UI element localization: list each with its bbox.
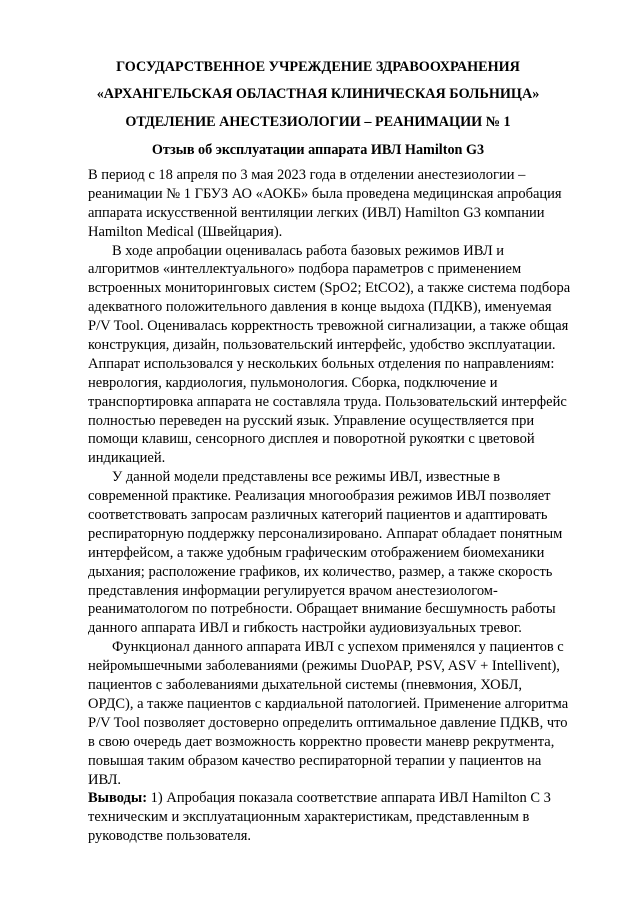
hospital-name: «АРХАНГЕЛЬСКАЯ ОБЛАСТНАЯ КЛИНИЧЕСКАЯ БОЛЬНИЦА» [96, 86, 540, 102]
body-line: нейромышечными заболеваниями (режимы DuoPAP, PSV, ASV + Intellivent), [88, 658, 560, 675]
body-line: P/V Tool позволяет достоверно определить оптимальное давление ПДКВ, что [88, 714, 568, 731]
body-line: реанимации № 1 ГБУЗ АО «АОКБ» была проведена медицинская апробация [88, 185, 562, 202]
body-line: адекватного положительного давления в конце выдоха (ПДКВ), именуемая [88, 299, 552, 316]
body-line: Функционал данного аппарата ИВЛ с успехом применялся у пациентов с [112, 639, 564, 656]
body-line: У данной модели представлены все режимы ИВЛ, известные в [112, 469, 501, 486]
body-line: повышая таким образом качество респираторной терапии у пациентов на [88, 752, 542, 769]
body-line: интерфейсом, а также удобным графическим отображением биомеханики [88, 544, 545, 561]
body-line: дыхания; расположение графиков, их количество, размер, а также скорость [88, 563, 553, 580]
body-line: встроенных мониторинговых систем (SpO2; EtCO2), а также система подбора [88, 280, 571, 297]
body-line: В период с 18 апреля по 3 мая 2023 года в отделении анестезиологии – [88, 167, 526, 183]
body-line: транспортировка аппарата не составляла труда. Пользовательский интерфейс [88, 393, 567, 410]
body-line: современной практике. Реализация многообразия режимов ИВЛ позволяет [88, 488, 551, 505]
body-line: пациентов с заболеваниями дыхательной системы (пневмония, ХОБЛ, [88, 677, 523, 694]
body-line: ОРДС), а также пациентов с кардиальной патологией. Применение алгоритма [88, 695, 569, 712]
body-line: индикацией. [88, 450, 166, 467]
body-line: реаниматологом по потребности. Обращает внимание бесшумность работы [88, 601, 556, 618]
body-line: представления информации регулируется врачом анестезиологом- [88, 582, 498, 599]
institution-name: ГОСУДАРСТВЕННОЕ УЧРЕЖДЕНИЕ ЗДРАВООХРАНЕНИЯ [116, 59, 520, 75]
body-line: ИВЛ. [88, 771, 122, 788]
document-title: Отзыв об эксплуатации аппарата ИВЛ Hamilton G3 [151, 142, 485, 158]
conclusion-line: руководстве пользователя. [88, 828, 251, 845]
body-line: помощи клавиш, сенсорного дисплея и поворотной рукоятки с цветовой [88, 431, 535, 448]
body-line: конструкция, дизайн, пользовательский интерфейс, удобство эксплуатации. [88, 337, 556, 354]
body-line: P/V Tool. Оценивалась корректность тревожной сигнализации, а также общая [88, 318, 569, 335]
body-line: аппарата искусственной вентиляции легких (ИВЛ) Hamilton G3 компании [88, 204, 545, 221]
document-body [88, 166, 608, 846]
body-line: Hamilton Medical (Швейцария). [88, 223, 283, 240]
body-line: Аппарат использовался у нескольких больных отделения по направлениям: [88, 355, 555, 372]
conclusion-line [88, 789, 608, 808]
conclusion-label: Выводы: [88, 790, 148, 807]
body-line: алгоритмов «интеллектуального» подбора параметров с применением [88, 261, 522, 278]
body-line: респираторную поддержку персонализировано. Аппарат обладает понятным [88, 525, 563, 542]
conclusion-line: техническим и эксплуатационным характеристикам, представленным в [88, 809, 530, 826]
conclusion-text: 1) Апробация показала соответствие аппарата ИВЛ Hamilton C 3 [147, 790, 551, 807]
body-line: данного аппарата ИВЛ и гибкость настройки аудиовизуальных тревог. [88, 620, 522, 637]
body-line: неврология, кардиология, пульмонология. Сборка, подключение и [88, 374, 498, 391]
body-line: в свою очередь дает возможность корректно провести маневр рекрутмента, [88, 733, 555, 750]
body-line: соответствовать запросам различных категорий пациентов и адаптировать [88, 507, 548, 524]
department-name: ОТДЕЛЕНИЕ АНЕСТЕЗИОЛОГИИ – РЕАНИМАЦИИ № 1 [125, 114, 511, 130]
body-line: полностью переведен на русский язык. Управление осуществляется при [88, 412, 535, 429]
body-line: В ходе апробации оценивалась работа базовых режимов ИВЛ и [112, 242, 505, 259]
